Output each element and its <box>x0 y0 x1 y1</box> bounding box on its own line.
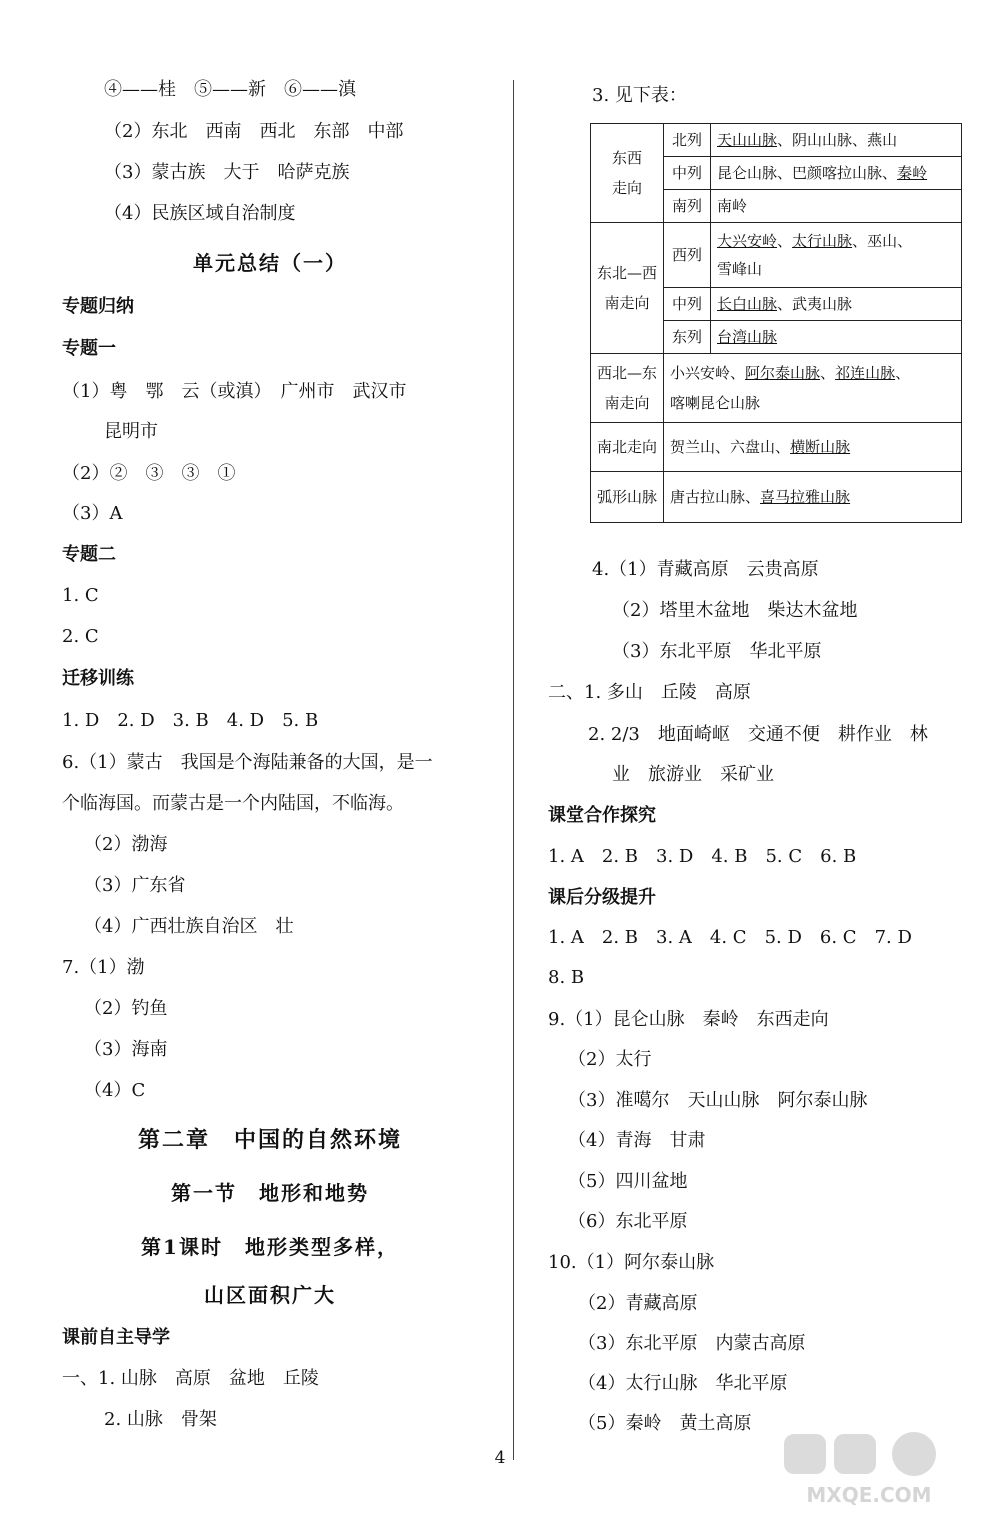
mountains-cell: 天山山脉、阴山山脉、燕山 <box>711 124 962 157</box>
answer-line: （3）东北平原 华北平原 <box>612 641 822 662</box>
direction-cell: 弧形山脉 <box>591 472 664 523</box>
lesson-heading-cont: 山区面积广大 <box>204 1283 336 1307</box>
direction-cell: 西北—东 南走向 <box>591 354 664 423</box>
watermark-logo <box>764 1430 974 1510</box>
answer-line: （4）民族区域自治制度 <box>104 203 296 224</box>
unit-summary-heading: 单元总结（一） <box>193 251 347 275</box>
answer-line: （2）太行 <box>568 1049 652 1070</box>
mountains-cell: 南岭 <box>711 190 962 223</box>
answer-line: （3）海南 <box>84 1039 168 1060</box>
watermark-text: MXQE.COM <box>806 1483 932 1507</box>
position-cell: 中列 <box>664 288 711 321</box>
answer-line: （2）渤海 <box>84 834 168 855</box>
position-cell: 北列 <box>664 124 711 157</box>
direction-cell: 东西 走向 <box>591 124 664 223</box>
mountains-cell: 昆仑山脉、巴颜喀拉山脉、秦岭 <box>711 157 962 190</box>
section-title: 专题二 <box>62 544 116 565</box>
answer-line: （3）广东省 <box>84 875 186 896</box>
page-number: 4 <box>494 1448 506 1468</box>
mountain-table <box>590 123 962 523</box>
direction-cell: 东北—西 南走向 <box>591 223 664 354</box>
answer-line: （2）东北 西南 西北 东部 中部 <box>104 121 404 142</box>
mountains-cell: 贺兰山、六盘山、横断山脉 <box>664 423 962 472</box>
answer-line: （4）广西壮族自治区 壮 <box>84 916 294 937</box>
answer-line: （5）秦岭 黄土高原 <box>578 1413 752 1434</box>
answer-line: （3）蒙古族 大于 哈萨克族 <box>104 162 350 183</box>
position-cell: 西列 <box>664 223 711 288</box>
answer-line: 4.（1）青藏高原 云贵高原 <box>592 559 819 580</box>
mountains-cell: 台湾山脉 <box>711 321 962 354</box>
section-title: 专题一 <box>62 338 116 359</box>
answer-line: （4）太行山脉 华北平原 <box>578 1373 788 1394</box>
answer-line: ④——桂 ⑤——新 ⑥——滇 <box>104 79 356 100</box>
section-heading: 第一节 地形和地势 <box>171 1181 369 1205</box>
answer-line: 1. A 2. B 3. A 4. C 5. D 6. C 7. D <box>548 927 912 948</box>
answer-line: （3）A <box>62 503 123 524</box>
answer-line: （6）东北平原 <box>568 1211 688 1232</box>
answer-line: （3）准噶尔 天山山脉 阿尔泰山脉 <box>568 1090 868 1111</box>
section-title: 课后分级提升 <box>548 887 656 908</box>
answer-line: 2. 山脉 骨架 <box>104 1409 217 1430</box>
answer-line: 业 旅游业 采矿业 <box>612 764 774 785</box>
mountains-cell: 长白山脉、武夷山脉 <box>711 288 962 321</box>
mountains-cell: 小兴安岭、阿尔泰山脉、祁连山脉、 喀喇昆仑山脉 <box>664 354 962 423</box>
position-cell: 东列 <box>664 321 711 354</box>
direction-cell: 南北走向 <box>591 423 664 472</box>
mountains-cell: 唐古拉山脉、喜马拉雅山脉 <box>664 472 962 523</box>
lesson-heading: 第1课时 地形类型多样， <box>141 1235 399 1259</box>
answer-line: 昆明市 <box>104 421 158 442</box>
mountains-cell: 大兴安岭、太行山脉、巫山、 雪峰山 <box>711 223 962 288</box>
answer-line: 个临海国。而蒙古是一个内陆国，不临海。 <box>62 793 404 814</box>
section-title: 课前自主导学 <box>62 1327 170 1348</box>
answer-line: 2. C <box>62 626 99 647</box>
answer-line: 1. D 2. D 3. B 4. D 5. B <box>62 710 319 731</box>
answer-line: （1）粤 鄂 云（或滇） 广州市 武汉市 <box>62 381 407 402</box>
column-divider <box>513 80 514 1460</box>
answer-line: （4）青海 甘肃 <box>568 1130 706 1151</box>
chapter-title: 第二章 中国的自然环境 <box>137 1127 402 1153</box>
answer-line: 10.（1）阿尔泰山脉 <box>548 1252 715 1273</box>
answer-line: 3. 见下表： <box>592 85 687 106</box>
section-title: 专题归纳 <box>62 296 134 317</box>
section-title: 迁移训练 <box>62 668 134 689</box>
answer-line: 1. A 2. B 3. D 4. B 5. C 6. B <box>548 846 857 867</box>
position-cell: 中列 <box>664 157 711 190</box>
answer-line: 二、1. 多山 丘陵 高原 <box>548 682 751 703</box>
answer-line: （2）钓鱼 <box>84 998 168 1019</box>
answer-line: （5）四川盆地 <box>568 1171 688 1192</box>
answer-line: 一、1. 山脉 高原 盆地 丘陵 <box>62 1368 319 1389</box>
section-title: 课堂合作探究 <box>548 805 656 826</box>
answer-line: （3）东北平原 内蒙古高原 <box>578 1333 806 1354</box>
answer-line: 8. B <box>548 967 585 988</box>
answer-line: 1. C <box>62 585 99 606</box>
answer-line: 6.（1）蒙古 我国是个海陆兼备的大国，是一 <box>62 752 433 773</box>
position-cell: 南列 <box>664 190 711 223</box>
answer-line: （2）青藏高原 <box>578 1293 698 1314</box>
answer-line: 2. 2/3 地面崎岖 交通不便 耕作业 林 <box>588 724 928 745</box>
answer-line: （4）C <box>84 1080 146 1101</box>
answer-line: （2）② ③ ③ ① <box>62 463 236 484</box>
answer-line: （2）塔里木盆地 柴达木盆地 <box>612 600 858 621</box>
answer-line: 7.（1）渤 <box>62 957 145 978</box>
answer-line: 9.（1）昆仑山脉 秦岭 东西走向 <box>548 1009 829 1030</box>
